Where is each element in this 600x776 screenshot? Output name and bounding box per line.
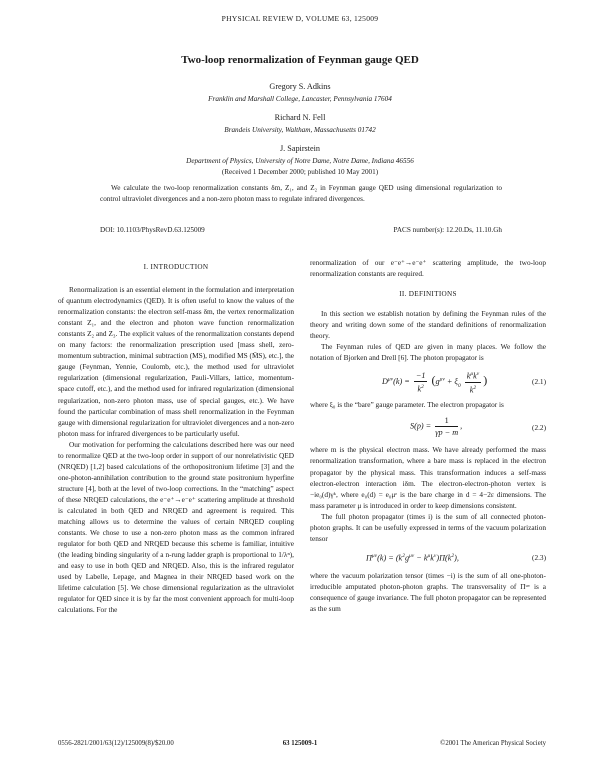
author-name-2: Richard N. Fell xyxy=(274,113,326,122)
section-heading-introduction: I. INTRODUCTION xyxy=(143,263,209,271)
equation-2-3: $\Pi^{\mu\nu}(k) = (k^2g^{\mu\nu} - k^\mu k^\nu)\Pi(k^2)$, (2.3) xyxy=(366,552,546,563)
running-head: PHYSICAL REVIEW D, VOLUME 63, 125009 xyxy=(221,14,379,23)
definitions-paragraph-3: where ξ₀ is the “bare” gauge parameter. The electron propagator is xyxy=(310,400,504,410)
author-affiliation-1: Franklin and Marshall College, Lancaster, Pennsylvania 17604 xyxy=(208,95,392,103)
equation-number-2-3: (2.3) xyxy=(532,552,546,562)
intro-paragraph-2: Our motivation for performing the calculations described here was our need to renormalize QED at the two-loop order in support of our nonrelativistic QED (NRQED) [1,2] based calculations of the orthopositronium lifetime [3] and the one-photon-annihilation contribution to the ground state positronium hyperfine structure [4], both at the level of two-loop corrections. In the “matching” aspect of these NRQED calculations, the e⁻e⁺→e⁻e⁺ scattering amplitude at threshold is calculated in both QED and NRQED and agreement is required. This matching allows us to determine the values of certain NRQED coupling constants. We chose to use a non-zero photon mass as the common infrared regulator for both QED and NRQED because this scheme is familiar, intuitive (the leading binding singularity of a n-rung ladder graph is proportional to 1/λⁿ), and easy to use in both QED and NRQED. Also, this is the infrared regulator used by Labelle, Lepage, and Magnea in their NRQED based work on the lifetime calculation [5]. We chose dimensional regularization as the ultraviolet regulator for QED since it is by far the most convenient approach for multi-loop calculations. For the xyxy=(58,439,294,615)
author-name-3: J. Sapirstein xyxy=(279,144,321,153)
equation-number-2-1: (2.1) xyxy=(532,377,546,387)
paper-title: Two-loop renormalization of Feynman gauge QED xyxy=(181,54,419,66)
abstract: We calculate the two-loop renormalization constants δm, Z₁, and Z₂ in Feynman gauge QED using dimensional regularization to control ultraviolet divergences and a non-zero photon mass to regulate infrared divergences. xyxy=(100,184,502,204)
equation-2-1: $D^{\mu\nu}(k)$ = $\frac{-1}{k^2}$ ($g^{\mu\nu} + \xi_0$ $\frac{k^\mu k^\nu}{k^2}$ ) (2.1) xyxy=(382,371,546,395)
continued-paragraph: renormalization of our e⁻e⁺→e⁻e⁺ scattering amplitude, the two-loop renormalization constants are required. xyxy=(310,258,546,279)
footer-page-number: 63 125009-1 xyxy=(282,740,318,747)
intro-paragraph-1: Renormalization is an essential element in the formulation and interpretation of quantum electrodynamics (QED). It is often useful to know the values of the renormalization constants: the electron self-mass δm, the vertex renormalization constant Z₁, and the electron and photon wave function renormalization constants Z₂ and Z₃. The explicit values of the renormalization constants depend on many factors: the renormalization prescription used [mass shell, zero-momentum subtraction, minimal subtraction (MS), modified MS (M̄S), etc.], the gauge (Feynman, Yennie, Coulomb, etc.), the method used for ultraviolet regularization (dimensional regularization, Pauli-Villars, lattice, momentum-space cutoff, etc.), and the method used for infrared regularization (dimensional regularization, non-zero photon mass, use of special gauges, etc.). We have found the particular combination of mass shell renormalization in the Feynman gauge with dimensional regularization for ultraviolet divergences and a non-zero photon mass for infrared divergences to be particularly useful. xyxy=(58,285,294,438)
footer-issn: 0556-2821/2001/63(12)/125009(8)/$20.00 xyxy=(58,740,174,747)
definitions-paragraph-6: where the vacuum polarization tensor (times −i) is the sum of all one-photon-irreducible amputated photon-photon graphs. The transversality of Πᵘᵛ is a consequence of gauge invariance. The full photon propagator can be represented as the sum xyxy=(310,570,546,613)
definitions-paragraph-4: where m is the physical electron mass. We have already performed the mass renormalization transformation, where a bare mass is replaced in the electron propagator by the physical mass. This transformation induces a self-mass electron-electron interaction iδm. The electron-electron-photon vertex is −ie₀(d)γᵏ, where e₀(d) = e₀μᵋ is the bare charge in d = 4−2ε dimensions. The mass parameter μ is introduced in order to keep dimensions consistent. xyxy=(310,445,546,510)
right-column xyxy=(310,257,546,614)
doi: DOI: 10.1103/PhysRevD.63.125009 xyxy=(100,226,205,234)
author-name-1: Gregory S. Adkins xyxy=(269,82,331,91)
footer-copyright: ©2001 The American Physical Society xyxy=(440,740,546,747)
pacs-numbers: PACS number(s): 12.20.Ds, 11.10.Gh xyxy=(393,226,502,234)
received-dates: (Received 1 December 2000; published 10 May 2001) xyxy=(221,168,379,176)
section-heading-definitions: II. DEFINITIONS xyxy=(399,290,457,299)
definitions-paragraph-2: The Feynman rules of QED are given in many places. We follow the notation of Bjorken and Drell [6]. The photon propagator is xyxy=(310,342,546,363)
author-affiliation-2: Brandeis University, Waltham, Massachusetts 01742 xyxy=(224,126,376,134)
equation-2-2: S(p) = $\frac{1}{\gamma p - m}$ , (2.2) xyxy=(410,416,546,438)
equation-number-2-2: (2.2) xyxy=(532,423,546,433)
author-affiliation-3: Department of Physics, University of Notre Dame, Notre Dame, Indiana 46556 xyxy=(186,157,414,165)
definitions-paragraph-1: In this section we establish notation by defining the Feynman rules of the theory and writing down some of the standard definitions of renormalization theory. xyxy=(310,309,546,341)
left-column xyxy=(58,262,294,615)
definitions-paragraph-5: The full photon propagator (times i) is the sum of all connected photon-photon graphs. It can be usefully expressed in terms of the vacuum polarization tensor xyxy=(310,511,546,543)
